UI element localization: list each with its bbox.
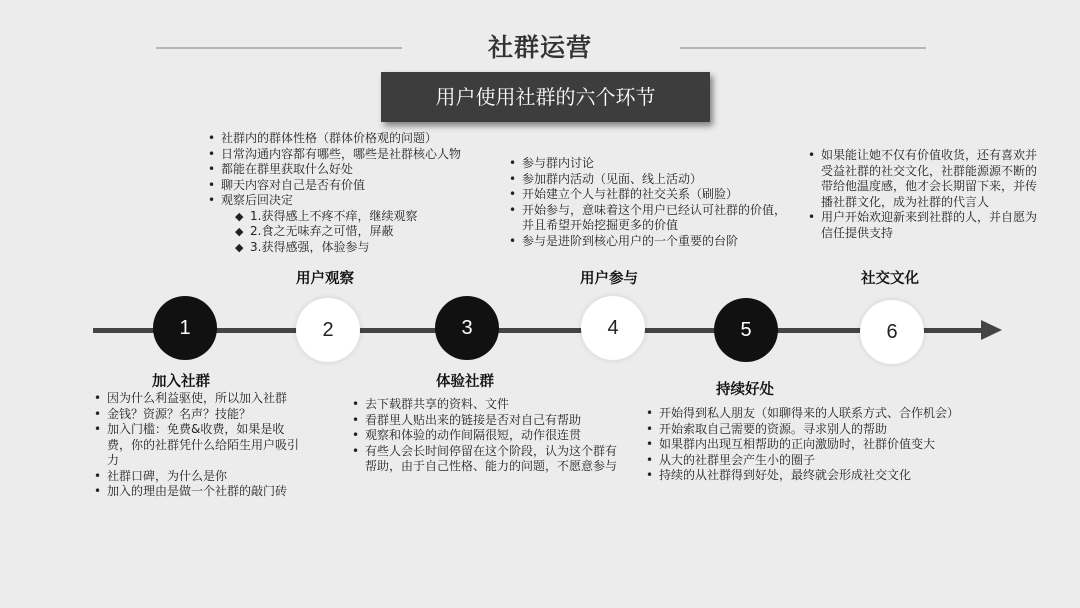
list-item: ◆ 3.获得感强，体验参与: [208, 240, 508, 256]
page-title: 社群运营: [487, 33, 592, 62]
title-rule-left: [156, 47, 402, 49]
list-item: • 用户开始欢迎新来到社群的人，并自愿为信任提供支持: [808, 210, 1046, 241]
list-item: • 如果群内出现互相帮助的正向激励时，社群价值变大: [646, 437, 1006, 453]
list-item: • 开始索取自己需要的资源。寻求别人的帮助: [646, 422, 1006, 438]
list-item: • 如果能让她不仅有价值收货，还有喜欢并受益社群的社交文化，社群能源源不断的带给他温度感，他才会长期留下来，并传播社群文化，成为社群的代言人: [808, 148, 1046, 210]
list-item: • 都能在群里获取什么好处: [208, 162, 508, 178]
benefit-details: [646, 406, 1006, 484]
list-item: • 持续的从社群得到好处，最终就会形成社交文化: [646, 468, 1006, 484]
list-item: • 金钱？资源？名声？技能？: [94, 407, 308, 423]
observe-details: [208, 131, 508, 255]
title-rule-right: [680, 47, 926, 49]
step-node-3: 3: [435, 296, 499, 360]
step-node-4: 4: [581, 296, 645, 360]
list-item: • 社群内的群体性格（群体价格观的问题）: [208, 131, 508, 147]
step-label-observe: 用户观察: [296, 271, 354, 287]
step-label-culture: 社交文化: [861, 271, 919, 287]
list-item: • 从大的社群里会产生小的圈子: [646, 453, 1006, 469]
participate-details: [509, 156, 791, 249]
list-item: • 开始得到私人朋友（如聊得来的人联系方式、合作机会）: [646, 406, 1006, 422]
culture-details: [808, 148, 1046, 241]
list-item: • 看群里人贴出来的链接是否对自己有帮助: [352, 413, 624, 429]
join-details: [94, 391, 308, 500]
list-item: • 去下载群共享的资料、文件: [352, 397, 624, 413]
step-node-1: 1: [153, 296, 217, 360]
step-node-6: 6: [860, 300, 924, 364]
list-item: • 观察后回决定: [208, 193, 508, 209]
list-item: ◆ 2.食之无味弃之可惜，屏蔽: [208, 224, 508, 240]
list-item: • 社群口碑，为什么是你: [94, 469, 308, 485]
step-label-join: 加入社群: [152, 374, 210, 390]
list-item: • 加入门槛：免费&收费，如果是收费，你的社群凭什么给陌生用户吸引力: [94, 422, 308, 469]
step-label-experience: 体验社群: [436, 374, 494, 390]
list-item: • 因为什么利益驱使，所以加入社群: [94, 391, 308, 407]
list-item: • 有些人会长时间停留在这个阶段，认为这个群有帮助，由于自己性格、能力的问题，不愿意参与: [352, 444, 624, 475]
list-item: • 观察和体验的动作间隔很短，动作很连贯: [352, 428, 624, 444]
step-label-benefit: 持续好处: [716, 382, 774, 398]
list-item: • 加入的理由是做一个社群的敲门砖: [94, 484, 308, 500]
list-item: ◆ 1.获得感上不疼不痒，继续观察: [208, 209, 508, 225]
experience-details: [352, 397, 624, 475]
list-item: • 参与群内讨论: [509, 156, 791, 172]
list-item: • 开始参与，意味着这个用户已经认可社群的价值，并且希望开始挖掘更多的价值: [509, 203, 791, 234]
step-node-2: 2: [296, 298, 360, 362]
list-item: • 日常沟通内容都有哪些，哪些是社群核心人物: [208, 147, 508, 163]
timeline-arrow-icon: [981, 320, 1002, 340]
list-item: • 聊天内容对自己是否有价值: [208, 178, 508, 194]
step-label-participate: 用户参与: [580, 271, 638, 287]
list-item: • 参与是进阶到核心用户的一个重要的台阶: [509, 234, 791, 250]
step-node-5: 5: [714, 298, 778, 362]
timeline-axis: [93, 328, 985, 333]
list-item: • 开始建立个人与社群的社交关系（刷脸）: [509, 187, 791, 203]
list-item: • 参加群内活动（见面、线上活动）: [509, 172, 791, 188]
subtitle-banner: 用户使用社群的六个环节: [381, 72, 710, 122]
